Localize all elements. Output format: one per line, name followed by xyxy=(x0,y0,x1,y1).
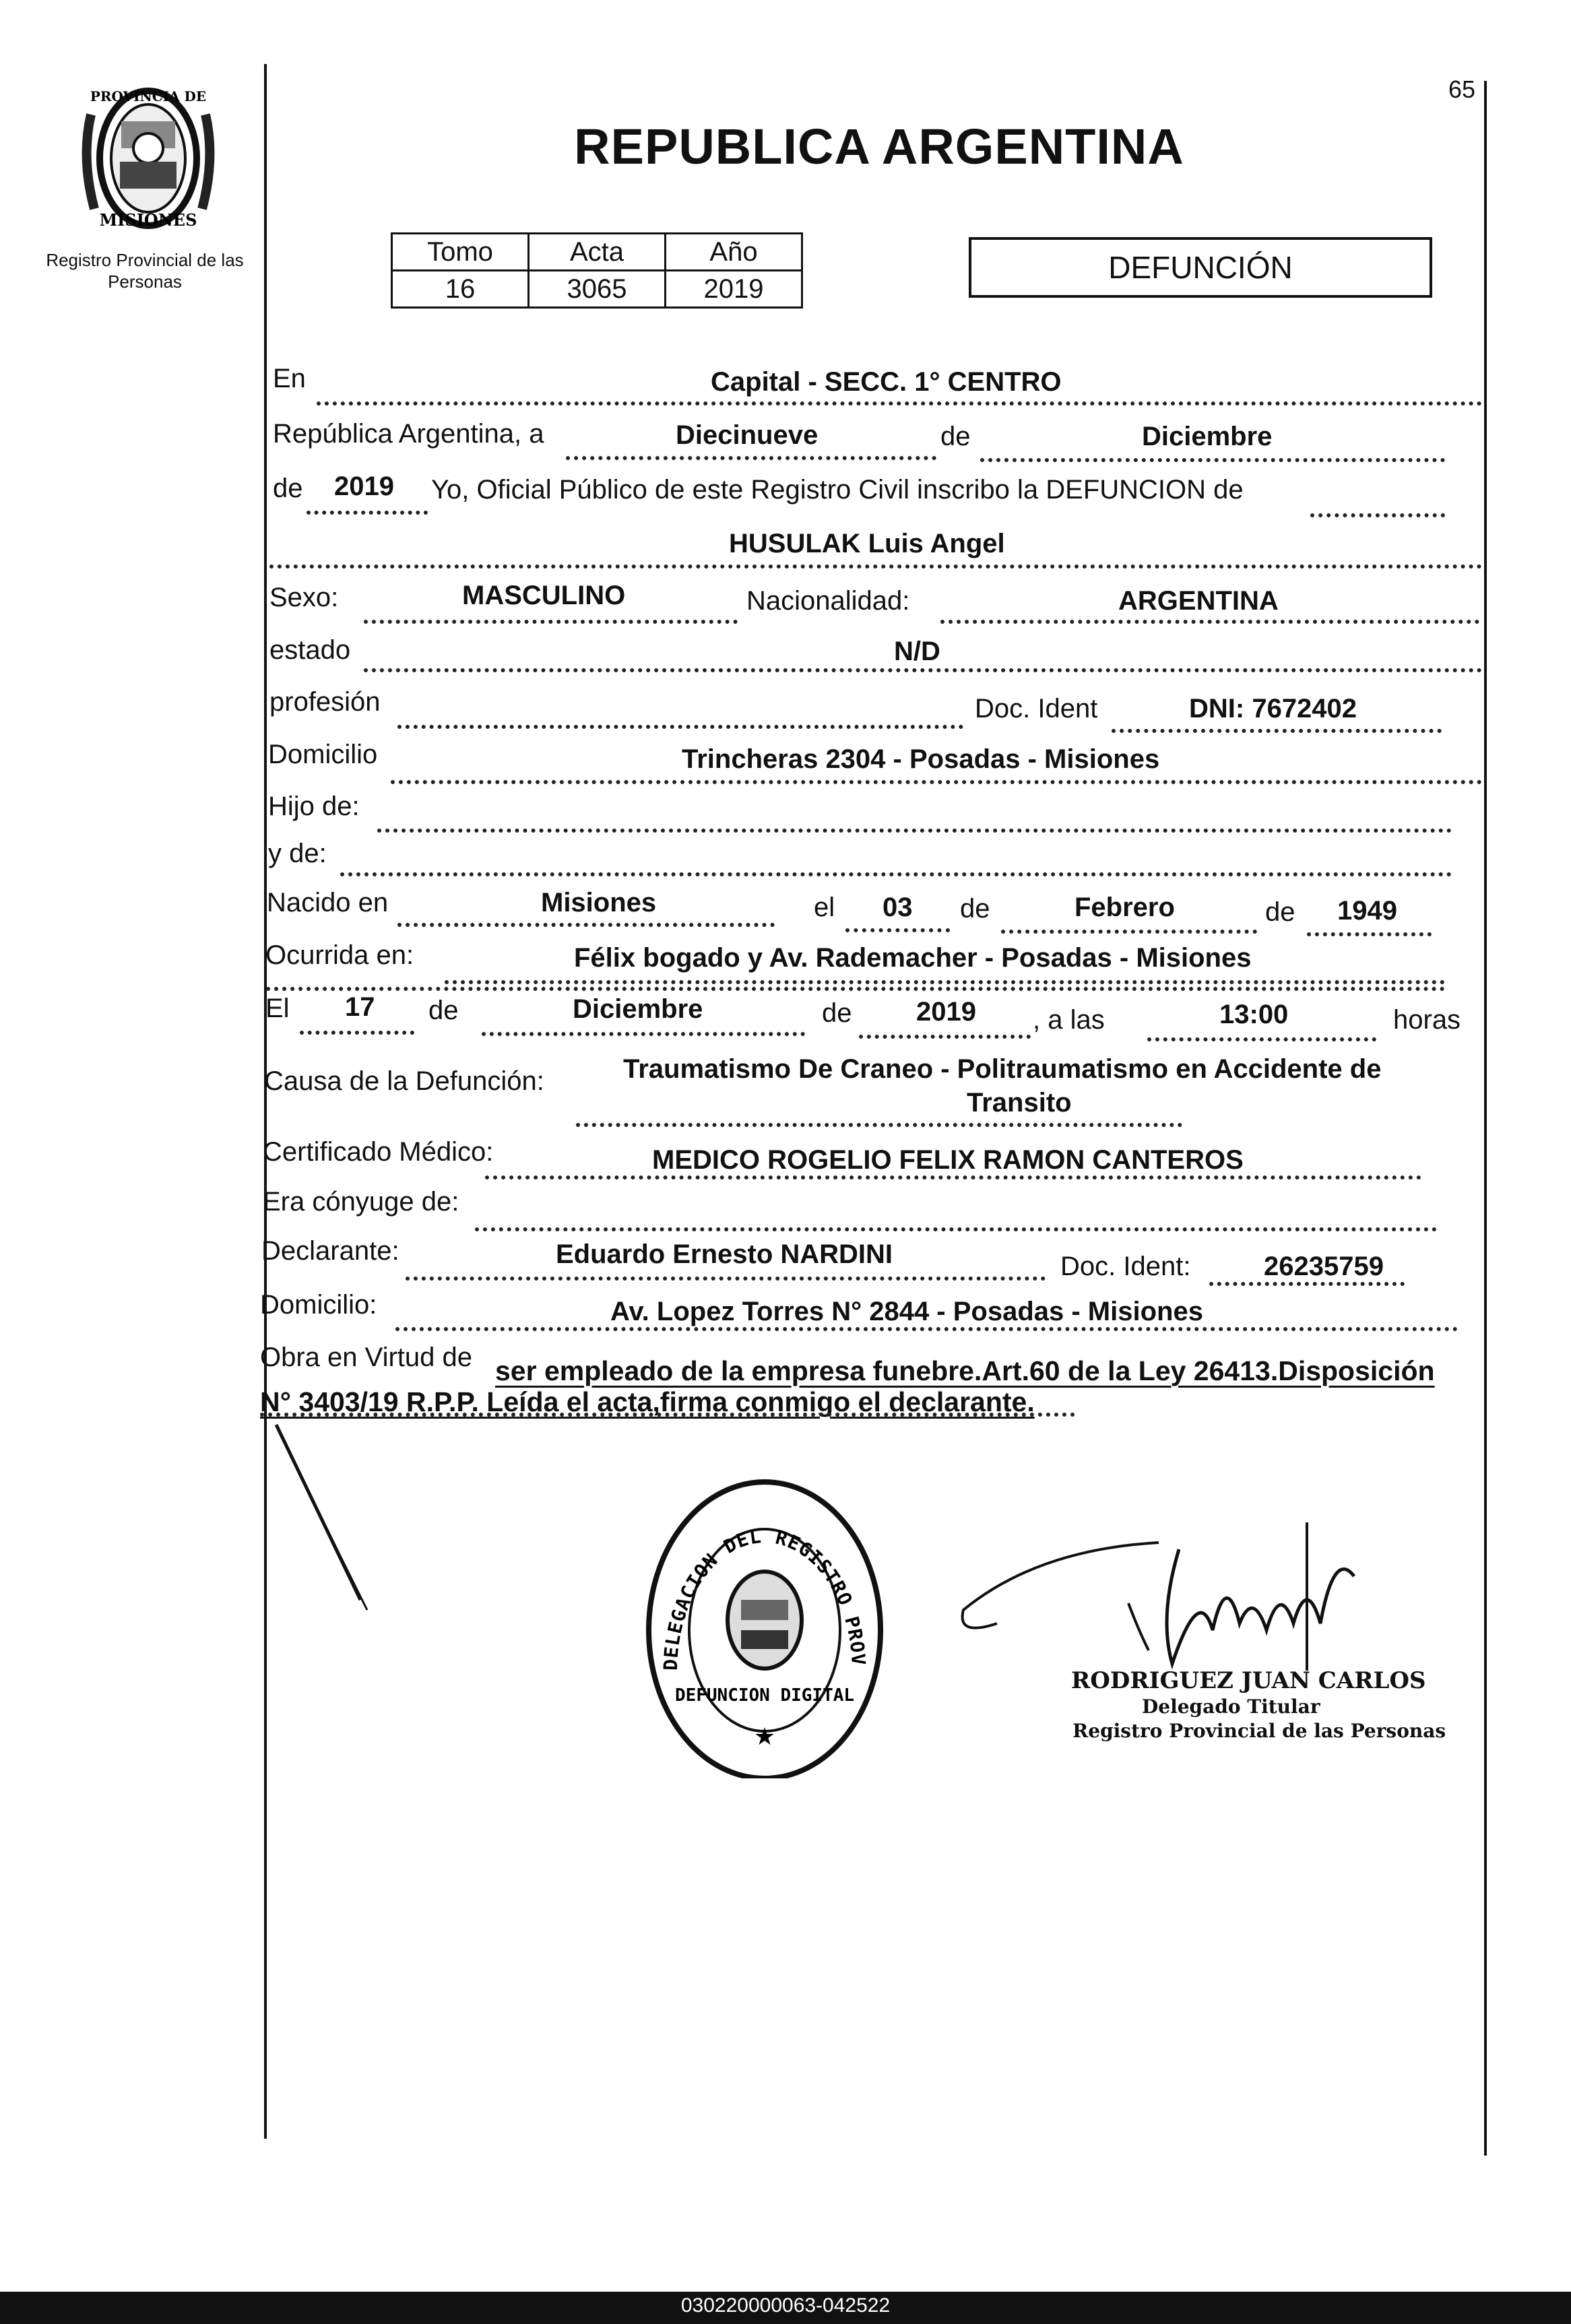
pen-stroke xyxy=(266,1421,387,1617)
dots xyxy=(1112,729,1442,733)
death-year-value: 2019 xyxy=(916,997,976,1027)
birth-place-value: Misiones xyxy=(541,888,657,917)
registry-caption: Registro Provincial de las Personas xyxy=(46,250,244,292)
death-day-value: 17 xyxy=(345,992,375,1022)
label-domicilio-declarant: Domicilio: xyxy=(260,1290,377,1320)
civil-status-value: N/D xyxy=(894,637,940,666)
dots xyxy=(482,1032,805,1036)
label-de-birth: de xyxy=(960,894,990,924)
label-a-las: , a las xyxy=(1033,1005,1105,1035)
cause-line-1: Traumatismo De Craneo - Politraumatismo en Accidente de xyxy=(623,1054,1382,1084)
label-el: el xyxy=(814,893,835,922)
label-declarante: Declarante: xyxy=(261,1236,399,1266)
label-en: En xyxy=(273,364,306,393)
dots xyxy=(364,620,738,624)
label-sexo: Sexo: xyxy=(269,583,339,612)
label-republica: República Argentina, a xyxy=(273,419,544,449)
label-conyuge: Era cónyuge de: xyxy=(263,1187,459,1217)
svg-text:PROVINCIA DE: PROVINCIA DE xyxy=(90,88,207,104)
label-nacionalidad: Nacionalidad: xyxy=(746,586,910,616)
label-hijo-de: Hijo de: xyxy=(268,792,360,821)
death-place-value: Félix bogado y Av. Rademacher - Posadas - Misiones xyxy=(574,943,1252,973)
tomo-header: Tomo xyxy=(392,234,529,271)
dots xyxy=(475,1227,1437,1231)
dots xyxy=(397,923,775,927)
dots xyxy=(377,829,1452,833)
dots xyxy=(980,458,1445,462)
label-de-death-year: de xyxy=(822,998,852,1028)
label-y-de: y de: xyxy=(268,839,327,868)
doctor-value: MEDICO ROGELIO FELIX RAMON CANTEROS xyxy=(652,1145,1244,1175)
label-de-birth-year: de xyxy=(1265,897,1295,927)
page-number: 65 xyxy=(1448,75,1476,103)
label-profesion: profesión xyxy=(269,687,381,717)
label-horas: horas xyxy=(1393,1005,1461,1035)
declarant-doc-value: 26235759 xyxy=(1264,1252,1384,1281)
dots xyxy=(395,1327,1458,1331)
cause-line-2: Transito xyxy=(967,1088,1072,1118)
dots xyxy=(485,1175,1421,1180)
address-value: Trincheras 2304 - Posadas - Misiones xyxy=(682,744,1160,774)
acta-header: Acta xyxy=(529,234,666,271)
label-el-death: El xyxy=(265,994,290,1023)
dots xyxy=(1310,513,1445,517)
dots xyxy=(364,668,1482,672)
label-estado: estado xyxy=(269,635,351,665)
sex-value: MASCULINO xyxy=(462,581,626,610)
death-time-value: 13:00 xyxy=(1219,1000,1289,1029)
seal-inner-text: DEFUNCION DIGITAL xyxy=(674,1685,855,1706)
label-domicilio: Domicilio xyxy=(268,740,378,769)
dots xyxy=(317,401,1482,406)
label-de: de xyxy=(940,422,971,451)
dots xyxy=(566,456,936,460)
seal-outer-text: DELEGACION DEL REGISTRO PROV xyxy=(659,1524,870,1671)
dots xyxy=(406,1277,1046,1281)
svg-text:★: ★ xyxy=(753,1722,776,1750)
document-title: REPUBLICA ARGENTINA xyxy=(574,119,1184,174)
anio-header: Año xyxy=(666,234,802,271)
birth-day-value: 03 xyxy=(883,893,913,922)
registration-month: Diciembre xyxy=(1142,422,1273,451)
declarant-address-value: Av. Lopez Torres N° 2844 - Posadas - Misiones xyxy=(610,1297,1203,1326)
svg-text:MISIONES: MISIONES xyxy=(99,210,197,230)
label-certificado: Certificado Médico: xyxy=(263,1137,494,1167)
record-type-box xyxy=(969,237,1432,298)
birth-month-value: Febrero xyxy=(1075,893,1175,922)
location-value: Capital - SECC. 1° CENTRO xyxy=(711,367,1062,397)
birth-year-value: 1949 xyxy=(1337,896,1397,926)
tomo-value: 16 xyxy=(392,271,529,308)
label-nacido-en: Nacido en xyxy=(267,888,389,917)
declarant-value: Eduardo Ernesto NARDINI xyxy=(556,1239,893,1269)
death-month-value: Diciembre xyxy=(573,994,703,1024)
dots xyxy=(445,980,1445,984)
label-doc-ident: Doc. Ident xyxy=(975,694,1098,723)
label-obra-virtud: Obra en Virtud de xyxy=(260,1343,473,1372)
virtue-line-2: N° 3403/19 R.P.P. Leída el acta,firma conmigo el declarante. xyxy=(260,1386,1035,1417)
dots xyxy=(940,620,1479,624)
dots xyxy=(260,1413,1075,1417)
label-yo-oficial: Yo, Oficial Público de este Registro Civil inscribo la DEFUNCION de xyxy=(431,475,1244,505)
registration-year: 2019 xyxy=(334,472,394,501)
dots xyxy=(1307,932,1432,936)
deceased-name: HUSULAK Luis Angel xyxy=(729,529,1005,558)
record-type: DEFUNCIÓN xyxy=(1108,250,1293,285)
signatory-name: RODRIGUEZ JUAN CARLOS xyxy=(1071,1667,1426,1694)
right-margin-line xyxy=(1484,81,1487,2156)
dots xyxy=(576,1123,1182,1127)
dots xyxy=(269,564,1482,569)
left-margin-line xyxy=(264,64,267,2139)
signatory-office: Registro Provincial de las Personas xyxy=(1072,1720,1446,1742)
doc-id-value: DNI: 7672402 xyxy=(1189,694,1357,723)
label-doc-ident-declarant: Doc. Ident: xyxy=(1060,1252,1191,1281)
label-de-year: de xyxy=(273,474,303,503)
dots xyxy=(845,928,950,932)
registration-day: Diecinueve xyxy=(676,420,819,450)
nationality-value: ARGENTINA xyxy=(1118,586,1279,616)
virtue-line-1: ser empleado de la empresa funebre.Art.60 de la Ley 26413.Disposición xyxy=(495,1355,1435,1386)
dots xyxy=(1147,1037,1376,1041)
label-de-death: de xyxy=(428,996,459,1025)
acta-value: 3065 xyxy=(529,271,666,308)
dots xyxy=(1209,1282,1405,1286)
label-ocurrida-en: Ocurrida en: xyxy=(265,940,414,970)
signatory-role: Delegado Titular xyxy=(1142,1696,1320,1718)
anio-value: 2019 xyxy=(666,271,802,308)
signature xyxy=(957,1509,1415,1684)
dots xyxy=(1001,930,1257,934)
reference-table xyxy=(391,232,803,309)
dots xyxy=(391,780,1482,784)
dots xyxy=(859,1035,1031,1039)
label-causa: Causa de la Defunción: xyxy=(264,1066,544,1096)
official-seal xyxy=(640,1468,889,1778)
barcode-number: 030220000063-042522 xyxy=(680,2294,891,2317)
dots xyxy=(266,987,1445,991)
dots xyxy=(340,872,1452,876)
dots xyxy=(300,1031,414,1035)
dots xyxy=(307,511,428,515)
dots xyxy=(397,725,963,729)
